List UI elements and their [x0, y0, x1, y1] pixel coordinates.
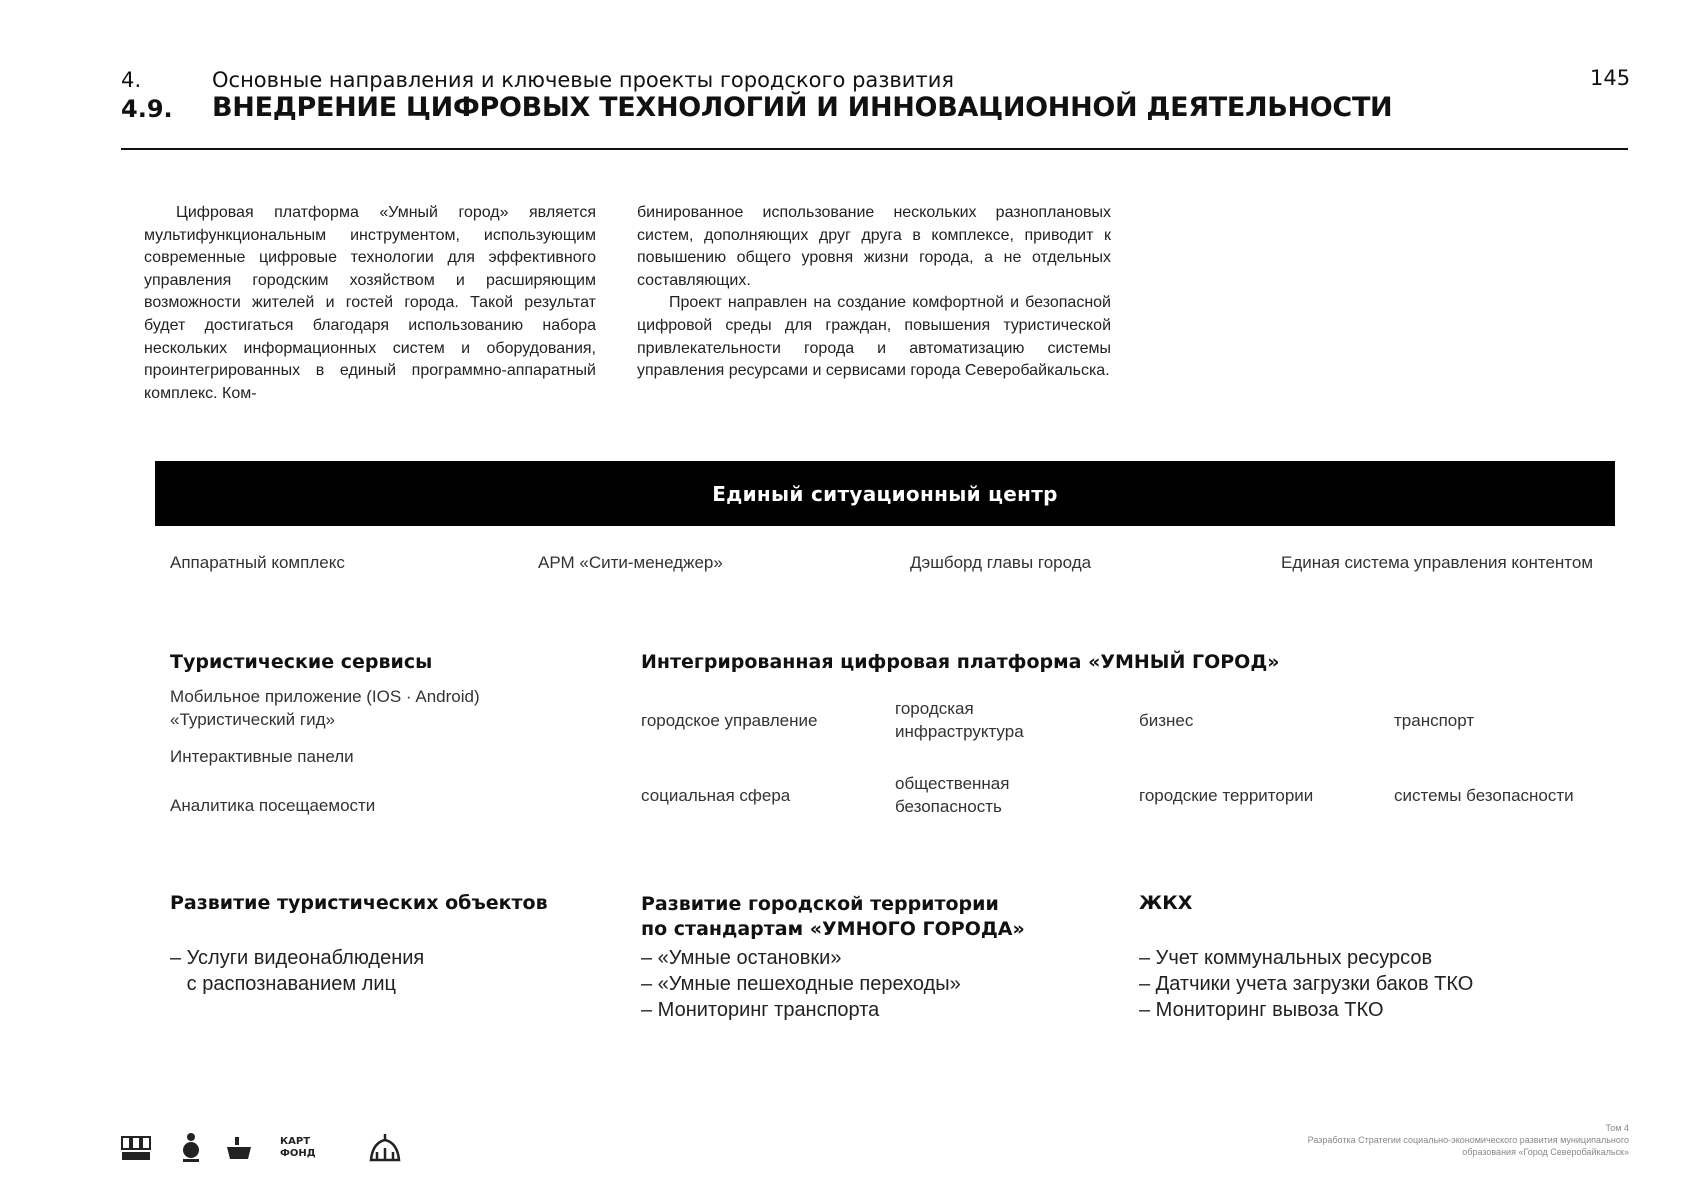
center-item: Единая система управления контентом [1281, 553, 1594, 572]
platform-cell: системы безопасности [1394, 786, 1574, 805]
platform-cell: городская инфраструктура [895, 699, 1024, 741]
section-number: 4.9. [121, 95, 173, 123]
kart-fond-logo [280, 1130, 342, 1166]
chapter-number: 4. [121, 68, 142, 92]
territory-development-title: Развитие городской территории по стандартам «УМНОГО ГОРОДА» [641, 893, 1025, 940]
tourism-development-title: Развитие туристических объектов [170, 892, 548, 914]
center-item: АРМ «Сити-менеджер» [538, 553, 723, 572]
boat-logo [224, 1130, 254, 1166]
footer-line: образования «Город Северобайкальск» [1462, 1147, 1629, 1157]
header-divider [121, 148, 1628, 150]
territory-development-list: – «Умные остановки» – «Умные пешеходные переходы» – Мониторинг транспорта [641, 947, 961, 1021]
tourist-service-item: Аналитика посещаемости [170, 796, 376, 815]
intro-column-2 [637, 202, 1111, 383]
platform-cell: общественная безопасность [895, 774, 1010, 816]
situation-center-bar [155, 461, 1615, 526]
housing-list: – Учет коммунальных ресурсов – Датчики учета загрузки баков ТКО – Мониторинг вывоза ТКО [1139, 947, 1474, 1021]
temple-logo [368, 1130, 402, 1166]
center-item: Дэшборд главы города [910, 553, 1092, 572]
center-item: Аппаратный комплекс [170, 553, 345, 572]
tourist-service-item: Интерактивные панели [170, 747, 354, 766]
platform-cell: городское управление [641, 711, 818, 730]
tourist-service-item: Мобильное приложение (IOS · Android) «Туристический гид» [170, 687, 480, 729]
housing-title: ЖКХ [1139, 892, 1193, 914]
kart-fond-logo-text: КАРТ ФОНД [280, 1136, 316, 1159]
platform-title: Интегрированная цифровая платформа «УМНЫЙ ГОРОД» [641, 651, 1280, 673]
platform-cell: бизнес [1139, 711, 1194, 730]
situation-center-title: Единый ситуационный центр [712, 481, 1058, 506]
intro-paragraph: Проект направлен на создание комфортной и безопасной цифровой среды для граждан, повышения туристической привлекательности города и автоматизацию системы управления ресурсами и сервисами города Северобайкальска. [637, 294, 1111, 380]
tourist-services-title: Туристические сервисы [170, 651, 433, 673]
chapter-title: Основные направления и ключевые проекты городского развития [212, 68, 954, 92]
dom-studio-logo [121, 1130, 151, 1166]
emblem-logo [178, 1130, 204, 1166]
platform-cell: транспорт [1394, 711, 1475, 730]
intro-paragraph: Цифровая платформа «Умный город» является мультифункциональным инструментом, использующим современные цифровые технологии для эффективного управления городским хозяйством и расширяющим возможности жителей и гостей города. Такой результат будет достигаться благодаря использованию набора нескольких информационных систем и оборудования, проинтегрированных в единый программно-аппаратный комплекс. Ком- [144, 204, 596, 402]
intro-column-1 [144, 202, 596, 405]
footer-line: Разработка Стратегии социально-экономического развития муниципального [1307, 1135, 1629, 1145]
platform-cell: городские территории [1139, 786, 1314, 805]
footer-line: Том 4 [1605, 1123, 1629, 1133]
intro-paragraph: бинированное использование нескольких разноплановых систем, дополняющих друг друга в комплексе, приводит к повышению общего уровня жизни города, а не отдельных составляющих. [637, 204, 1111, 289]
footer-caption [1308, 1122, 1629, 1158]
section-title: ВНЕДРЕНИЕ ЦИФРОВЫХ ТЕХНОЛОГИЙ И ИННОВАЦИОННОЙ ДЕЯТЕЛЬНОСТИ [212, 92, 1393, 123]
tourism-development-list: – Услуги видеонаблюдения с распознаванием лиц [170, 947, 425, 995]
platform-cell: социальная сфера [641, 786, 791, 805]
page-number: 145 [1590, 66, 1631, 90]
